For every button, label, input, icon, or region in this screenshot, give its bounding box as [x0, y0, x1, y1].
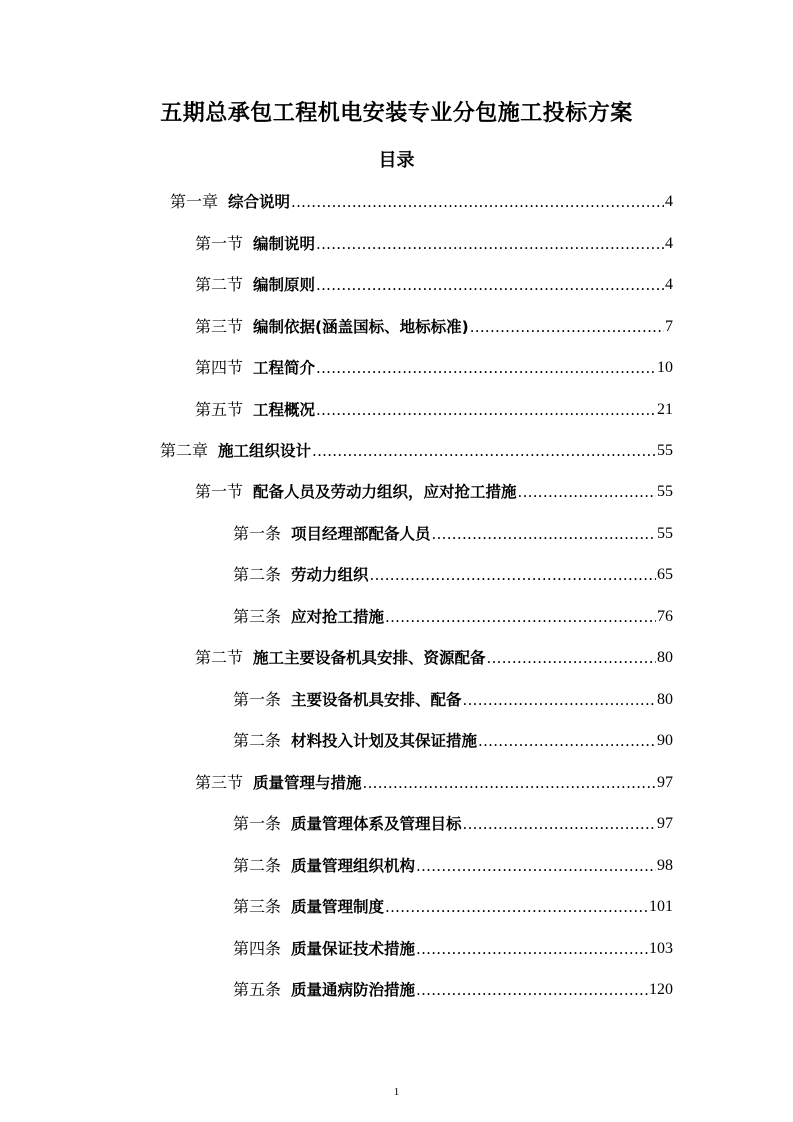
toc-entry-title: 工程简介 — [253, 359, 316, 377]
toc-entry-number: 第三节 — [195, 773, 244, 792]
toc-entry-number: 第一节 — [195, 234, 244, 253]
toc-entry-title: 项目经理部配备人员 — [291, 525, 431, 543]
toc-entry-number: 第一条 — [233, 814, 282, 833]
toc-entry-number: 第二章 — [160, 441, 209, 460]
toc-heading: 目录 — [378, 150, 415, 171]
toc-entry[interactable] — [195, 640, 673, 668]
toc-entry-number: 第二节 — [195, 648, 244, 667]
toc-entry-page: 90 — [657, 732, 673, 749]
toc-entry-number: 第三条 — [233, 607, 282, 626]
page-number: 1 — [393, 1086, 400, 1098]
toc-entry[interactable] — [170, 184, 673, 212]
toc-leader-dots — [416, 856, 656, 876]
toc-entry[interactable] — [195, 309, 673, 337]
toc-entry[interactable] — [195, 474, 673, 502]
toc-entry-page: 55 — [657, 483, 673, 500]
toc-entry-number: 第一条 — [233, 690, 282, 709]
toc-leader-dots — [416, 980, 648, 1000]
toc-leader-dots — [316, 275, 664, 295]
toc-entry-page: 55 — [657, 525, 673, 542]
toc-entry-page: 98 — [657, 857, 673, 874]
toc-entry-page: 10 — [657, 359, 673, 376]
toc-entry-page: 4 — [665, 193, 673, 210]
toc-entry-page: 80 — [657, 691, 673, 708]
toc-entry-title: 质量管理制度 — [291, 898, 385, 916]
toc-entry-title: 编制依据(涵盖国标、地标标准) — [253, 318, 469, 336]
toc-entry[interactable] — [195, 392, 673, 420]
toc-entry-title: 主要设备机具安排、配备 — [291, 691, 462, 709]
toc-entry-number: 第二节 — [195, 275, 244, 294]
toc-entry[interactable] — [233, 889, 673, 917]
toc-entry-title: 施工主要设备机具安排、资源配备 — [253, 649, 486, 667]
toc-entry-number: 第二条 — [233, 731, 282, 750]
toc-entry-number: 第一条 — [233, 524, 282, 543]
toc-leader-dots — [478, 731, 656, 751]
toc-entry-page: 4 — [665, 235, 673, 252]
toc-entry-title: 工程概况 — [253, 401, 316, 419]
toc-leader-dots — [518, 482, 656, 502]
toc-entry[interactable] — [195, 765, 673, 793]
toc-leader-dots — [416, 939, 648, 959]
toc-entry[interactable] — [233, 972, 673, 1000]
toc-leader-dots — [463, 814, 656, 834]
toc-entry-page: 103 — [649, 940, 673, 957]
toc-entry[interactable] — [233, 599, 673, 627]
toc-entry-page: 97 — [657, 774, 673, 791]
toc-entry-title: 质量保证技术措施 — [291, 940, 416, 958]
toc-entry-number: 第一章 — [170, 192, 219, 211]
toc-entry-number: 第二条 — [233, 565, 282, 584]
toc-entry[interactable] — [195, 267, 673, 295]
toc-entry-page: 101 — [649, 898, 673, 915]
toc-leader-dots — [291, 192, 664, 212]
toc-leader-dots — [316, 400, 656, 420]
toc-entry-title: 综合说明 — [228, 193, 291, 211]
toc-entry-page: 97 — [657, 815, 673, 832]
toc-entry[interactable] — [233, 931, 673, 959]
toc-entry[interactable] — [233, 557, 673, 585]
toc-leader-dots — [316, 358, 656, 378]
toc-entry[interactable] — [233, 848, 673, 876]
toc-entry-number: 第三节 — [195, 317, 244, 336]
toc-entry-number: 第一节 — [195, 482, 244, 501]
toc-entry[interactable] — [160, 433, 673, 461]
toc-entry-title: 质量管理体系及管理目标 — [291, 815, 462, 833]
toc-entry-page: 65 — [657, 566, 673, 583]
toc-entry-number: 第二条 — [233, 856, 282, 875]
toc-leader-dots — [487, 648, 656, 668]
toc-leader-dots — [432, 524, 656, 544]
toc-entry[interactable] — [233, 723, 673, 751]
toc-entry-title: 配备人员及劳动力组织，应对抢工措施 — [253, 483, 517, 501]
toc-leader-dots — [312, 441, 656, 461]
toc-entry-number: 第三条 — [233, 897, 282, 916]
toc-leader-dots — [385, 607, 656, 627]
toc-leader-dots — [316, 234, 664, 254]
toc-entry-page: 4 — [665, 276, 673, 293]
toc-entry-page: 7 — [665, 318, 673, 335]
toc-entry-number: 第五节 — [195, 400, 244, 419]
toc-entry[interactable] — [195, 226, 673, 254]
toc-leader-dots — [463, 690, 656, 710]
toc-entry[interactable] — [195, 350, 673, 378]
toc-entry-page: 120 — [649, 981, 673, 998]
toc-entry-title: 劳动力组织 — [291, 566, 369, 584]
toc-leader-dots — [470, 317, 664, 337]
toc-entry-page: 76 — [657, 608, 673, 625]
toc-entry-number: 第五条 — [233, 980, 282, 999]
toc-entry[interactable] — [233, 682, 673, 710]
toc-entry-number: 第四条 — [233, 939, 282, 958]
toc-entry-number: 第四节 — [195, 358, 244, 377]
toc-leader-dots — [385, 897, 648, 917]
toc-entry-page: 21 — [657, 401, 673, 418]
toc-entry[interactable] — [233, 516, 673, 544]
toc-entry-title: 材料投入计划及其保证措施 — [291, 732, 478, 750]
toc-entry-page: 55 — [657, 442, 673, 459]
toc-entry-title: 应对抢工措施 — [291, 608, 385, 626]
toc-leader-dots — [363, 773, 656, 793]
toc-entry-title: 编制说明 — [253, 235, 316, 253]
toc-entry-page: 80 — [657, 649, 673, 666]
toc-entry-title: 施工组织设计 — [218, 442, 312, 460]
toc-leader-dots — [370, 565, 656, 585]
document-title: 五期总承包工程机电安装专业分包施工投标方案 — [160, 101, 633, 126]
toc-entry[interactable] — [233, 806, 673, 834]
toc-entry-title: 质量管理组织机构 — [291, 857, 416, 875]
toc-entry-title: 质量通病防治措施 — [291, 981, 416, 999]
toc-entry-title: 编制原则 — [253, 276, 316, 294]
toc-entry-title: 质量管理与措施 — [253, 774, 362, 792]
